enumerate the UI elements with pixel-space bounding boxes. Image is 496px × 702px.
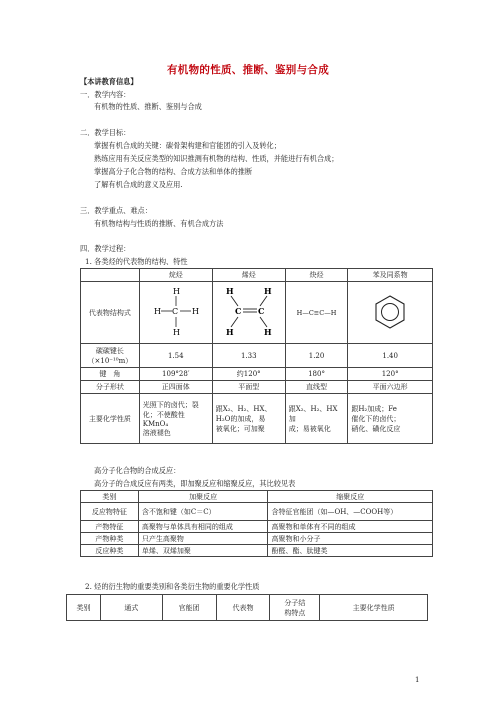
bond-length-value: 1.40 bbox=[348, 344, 433, 368]
section-1-heading: 一．教学内容： bbox=[80, 90, 131, 99]
table-header: 苯及同系物 bbox=[348, 269, 433, 282]
section-3-heading: 三．教学重点、难点： bbox=[80, 206, 152, 215]
table-cell: 高聚物和单体有不同的组成 bbox=[268, 521, 433, 533]
section-3-content: 有机物结构与性质的推断、有机合成方法 bbox=[94, 219, 224, 228]
bond-line bbox=[260, 317, 267, 327]
row-label-shape: 分子形状 bbox=[81, 381, 140, 394]
bond-line bbox=[231, 317, 238, 327]
page-title: 有机物的性质、推断、鉴别与合成 bbox=[167, 64, 329, 76]
shape-value: 直线型 bbox=[285, 381, 348, 394]
goal-item: 熟练应用有关反应类型的知识推测有机物的结构、性质，并能进行有机合成； bbox=[94, 154, 339, 163]
table-header: 烷烃 bbox=[139, 269, 212, 282]
row-label-properties: 主要化学性质 bbox=[81, 394, 140, 444]
atom-h: H bbox=[172, 286, 180, 296]
shape-value: 正四面体 bbox=[139, 381, 212, 394]
property-line: 跟H₂加成；Fe bbox=[351, 404, 397, 413]
table-cell: 酚醛、酯、肽键类 bbox=[268, 545, 433, 557]
shape-value: 平面型 bbox=[212, 381, 285, 394]
property-line: 溶液褪色 bbox=[142, 428, 171, 437]
table-cell: 含不饱和键（如C＝C） bbox=[138, 503, 268, 521]
hydrocarbon-table bbox=[80, 268, 433, 444]
angle-value: 109°28′ bbox=[139, 368, 212, 381]
shape-value: 平面六边形 bbox=[348, 381, 433, 394]
bond-length-value: 1.20 bbox=[285, 344, 348, 368]
angle-value: 180° bbox=[285, 368, 348, 381]
polymer-intro-2: 高分子的合成反应有两类，即加聚反应和缩聚反应，其比较见表 bbox=[94, 479, 296, 488]
table-cell: 反应物特征 bbox=[81, 503, 139, 521]
acetylene-structure: H—C≡C—H bbox=[285, 282, 348, 344]
property-line: 跟X₂、H₂、HX、 bbox=[215, 404, 272, 413]
table-header: 官能团 bbox=[162, 595, 216, 621]
ethylene-structure bbox=[212, 282, 285, 344]
methane-structure-diagram bbox=[143, 284, 209, 340]
table-header: 代表物 bbox=[216, 595, 270, 621]
row-label-bond-length bbox=[81, 344, 140, 368]
atom-c: C bbox=[257, 305, 265, 316]
table-header-empty bbox=[81, 269, 140, 282]
atom-c: C bbox=[234, 305, 242, 316]
section-header: 【本讲教育信息】 bbox=[80, 77, 138, 86]
bond-length-value: 1.33 bbox=[212, 344, 285, 368]
polymer-intro-1: 高分子化合物的合成反应： bbox=[94, 466, 181, 475]
properties-cell bbox=[139, 394, 212, 444]
property-line: 化；不使酸性KMnO₄ bbox=[142, 410, 185, 428]
polymerization-table bbox=[80, 490, 433, 557]
properties-cell bbox=[348, 394, 433, 444]
atom-h: H bbox=[172, 327, 180, 337]
goal-item: 掌握高分子化合物的结构、合成方法和单体的推断 bbox=[94, 167, 253, 176]
property-line: 成；易被氧化 bbox=[288, 424, 331, 433]
table-header: 炔烃 bbox=[285, 269, 348, 282]
atom-h: H bbox=[225, 285, 234, 296]
properties-cell bbox=[285, 394, 348, 444]
property-line: 跟X₂、H₂、HX加 bbox=[288, 404, 338, 423]
atom-h: H bbox=[191, 306, 199, 316]
subheading-2: 2. 烃的衍生物的重要类别和各类衍生物的重要化学性质 bbox=[85, 582, 260, 591]
angle-value: 120° bbox=[348, 368, 433, 381]
row-label-structure: 代表物结构式 bbox=[81, 282, 140, 344]
table-cell: 高聚物和小分子 bbox=[268, 533, 433, 545]
bond-length-value: 1.54 bbox=[139, 344, 212, 368]
table-cell: 单烯、双烯加聚 bbox=[138, 545, 268, 557]
property-line: 光照下的卤代；裂 bbox=[142, 400, 199, 409]
table-header: 通式 bbox=[100, 595, 162, 621]
subheading-1: 1. 各类烃的代表物的结构、特性 bbox=[85, 257, 188, 266]
property-line: 催化下的卤代； bbox=[351, 414, 401, 423]
header-line: 构特点 bbox=[284, 608, 306, 617]
goal-item: 掌握有机合成的关键：碳骨架构建和官能团的引入及转化； bbox=[94, 141, 281, 150]
atom-h: H bbox=[225, 326, 234, 337]
table-header: 主要化学性质 bbox=[320, 595, 428, 621]
benzene-structure bbox=[348, 282, 433, 344]
table-cell: 产物特征 bbox=[81, 521, 139, 533]
table-header bbox=[270, 595, 320, 621]
table-header: 加聚反应 bbox=[138, 491, 268, 503]
section-2-heading: 二．教学目标： bbox=[80, 128, 131, 137]
atom-h: H bbox=[263, 326, 272, 337]
bond-length-unit: （×10⁻¹⁰m） bbox=[87, 356, 133, 365]
ethylene-structure-diagram bbox=[216, 284, 282, 340]
atom-h: H bbox=[263, 285, 272, 296]
table-header: 烯烃 bbox=[212, 269, 285, 282]
properties-cell bbox=[212, 394, 285, 444]
page-number: 1 bbox=[415, 676, 420, 684]
table-header: 类别 bbox=[67, 595, 101, 621]
benzene-ring-icon bbox=[370, 292, 410, 332]
table-header: 缩聚反应 bbox=[268, 491, 433, 503]
atom-c: C bbox=[171, 306, 178, 316]
table-cell: 含特征官能团（如—OH、—COOH等） bbox=[268, 503, 433, 521]
property-line: H₂O的加成，易 bbox=[215, 414, 266, 423]
section-1-content: 有机物的性质、推断、鉴别与合成 bbox=[94, 102, 202, 111]
table-cell: 反应种类 bbox=[81, 545, 139, 557]
angle-value: 约120° bbox=[212, 368, 285, 381]
table-cell: 只产生高聚物 bbox=[138, 533, 268, 545]
table-cell: 产物种类 bbox=[81, 533, 139, 545]
section-4-heading: 四．教学过程： bbox=[80, 244, 131, 253]
methane-structure bbox=[139, 282, 212, 344]
table-header: 类别 bbox=[81, 491, 139, 503]
bond-line bbox=[260, 296, 267, 306]
derivatives-table bbox=[66, 594, 428, 621]
goal-item: 了解有机合成的意义及应用. bbox=[94, 180, 183, 189]
bond-line bbox=[231, 296, 238, 306]
header-line: 分子结 bbox=[284, 598, 306, 607]
table-cell: 高聚物与单体具有相同的组成 bbox=[138, 521, 268, 533]
atom-h: H bbox=[153, 306, 161, 316]
bond-length-label: 碳碳键长 bbox=[95, 346, 124, 355]
property-line: 硝化、磺化反应 bbox=[351, 424, 401, 433]
property-line: 被氧化；可加聚 bbox=[215, 424, 265, 433]
row-label-angle: 键 角 bbox=[81, 368, 140, 381]
